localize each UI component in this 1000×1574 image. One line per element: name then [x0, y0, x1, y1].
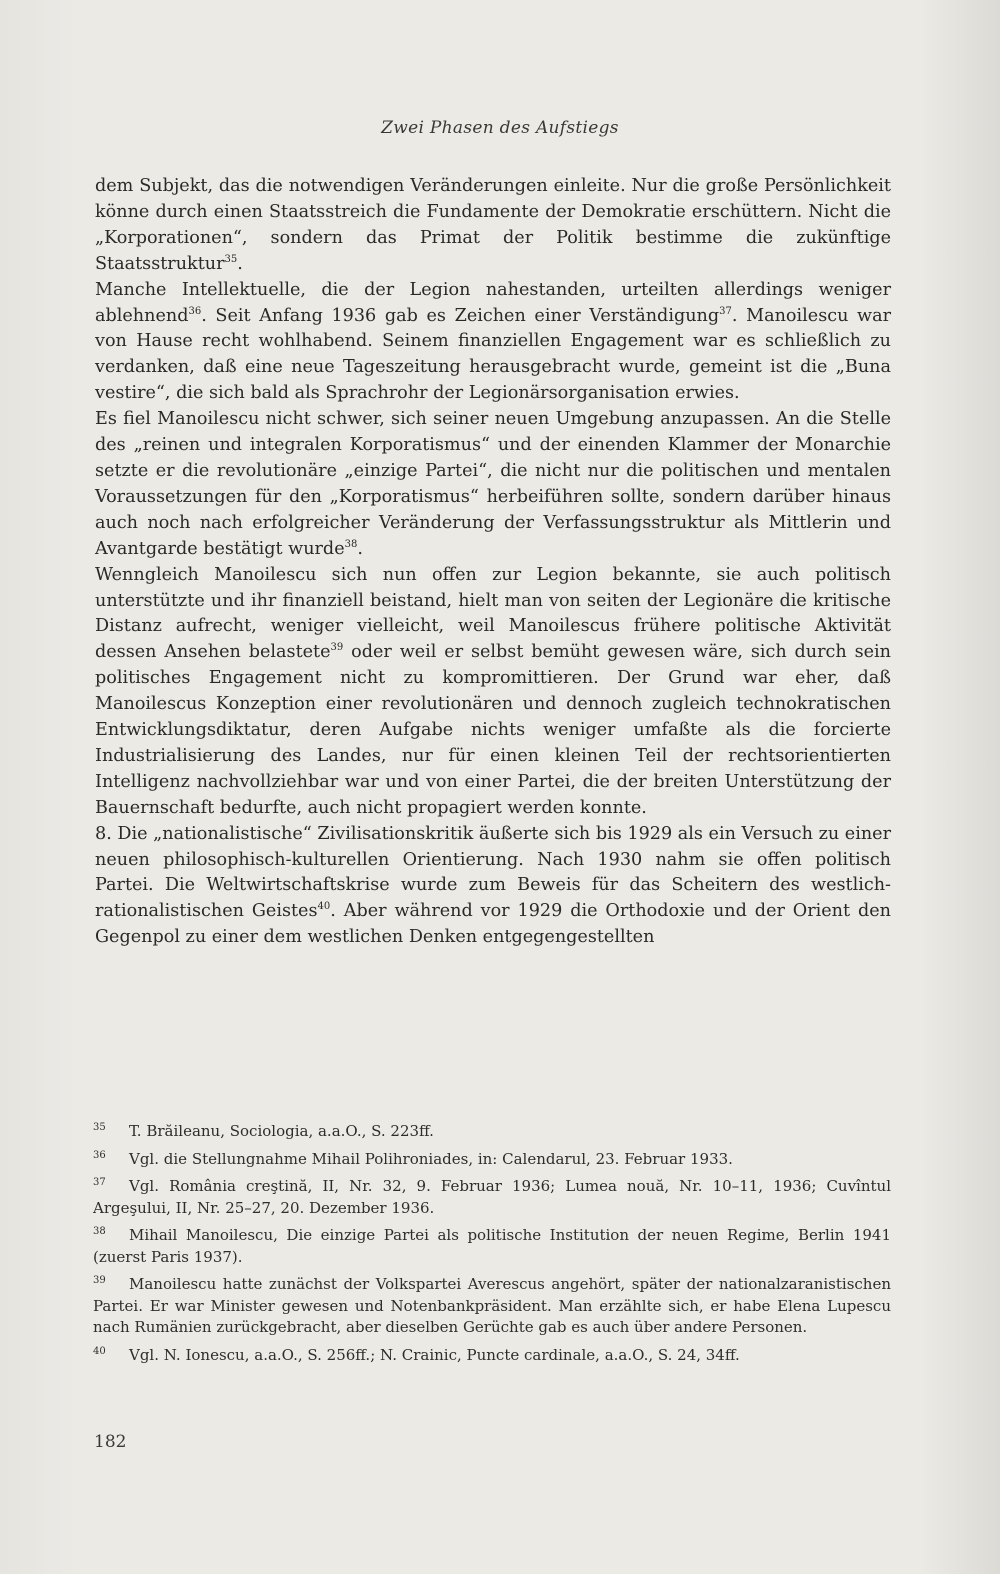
footnote-text: Vgl. România creştină, II, Nr. 32, 9. Februar 1936; Lumea nouă, Nr. 10–11, 1936; Cuvîntul Argeşului, II, Nr. 25–27, 20. Dezember 1936.	[93, 1177, 891, 1217]
footnote-reference: 38	[344, 538, 358, 550]
footnotes	[93, 1117, 891, 1368]
footnote	[93, 1221, 891, 1268]
footnote-number: 36	[93, 1149, 106, 1161]
footnote	[93, 1117, 891, 1143]
footnote-number: 39	[93, 1275, 106, 1286]
footnote	[93, 1145, 891, 1171]
paragraph-2	[95, 278, 891, 408]
page-number: 182	[94, 1432, 127, 1452]
footnote-text: Vgl. die Stellungnahme Mihail Polihroniades, in: Calendarul, 23. Februar 1933.	[129, 1149, 733, 1168]
footnote-number: 40	[93, 1345, 106, 1357]
paragraph-4	[95, 563, 891, 822]
footnote-reference: 37	[719, 305, 732, 317]
footnote-reference: 36	[188, 305, 202, 317]
paragraph-text: oder weil er selbst bemüht gewesen wäre, sich durch sein politisches Engagement nicht zu kompromittieren. Der Grund war eher, daß Manoilescus Konzeption einer revolutionären und dennoch zugleich technokratischen Entwicklungsdiktatur, deren Aufgabe nichts weniger umfaßte als die forcierte Industrialisierung des Landes, nur für einen kleinen Teil der rechtsorientierten Intelligenz nachvollziehbar war und von einer Partei, die der breiten Unterstützung der Bauernschaft bedurfte, auch nicht propagiert werden konnte.	[95, 642, 891, 818]
paragraph-1	[95, 174, 891, 278]
paragraph-5	[95, 822, 891, 952]
paragraph-text: Manche Intellektuelle, die der Legion nahestanden, urteilten allerdings weniger ablehnend	[95, 279, 891, 326]
paragraph-text: .	[237, 253, 243, 274]
footnote-text: Manoilescu hatte zunächst der Volkspartei Averescus angehört, später der nationalzaranistischen Partei. Er war Minister gewesen und Notenbankpräsident. Man erzählte sich, er habe Elena Lupescu nach Rumänien zurückgebracht, aber dieselben Gerüchte gab es auch über andere Personen.	[93, 1275, 891, 1336]
running-header: Zwei Phasen des Aufstiegs	[381, 118, 619, 138]
paragraph-text: Es fiel Manoilescu nicht schwer, sich seiner neuen Umgebung anzupassen. An die Stelle des „reinen und integralen Korporatismus“ und der einenden Klammer der Monarchie setzte er die revolutionäre „einzige Partei“, die nicht nur die politischen und mentalen Voraussetzungen für den „Korporatismus“ herbeiführen sollte, sondern darüber hinaus auch noch nach erfolgreicher Veränderung der Verfassungsstruktur als Mittlerin und Avantgarde bestätigt wurde	[95, 409, 891, 559]
paragraph-3	[95, 407, 891, 562]
paragraph-text: dem Subjekt, das die notwendigen Veränderungen einleite. Nur die große Persönlichkeit könne durch einen Staatsstreich die Fundamente der Demokratie erschüttern. Nicht die „Korporationen“, sondern das Primat der Politik bestimme die zukünftige Staatsstruktur	[95, 176, 891, 274]
footnote	[93, 1172, 891, 1219]
footnote-reference: 40	[317, 901, 331, 913]
footnote	[93, 1341, 891, 1367]
footnote-number: 38	[93, 1226, 106, 1237]
footnote-text: T. Brăileanu, Sociologia, a.a.O., S. 223ff.	[129, 1122, 434, 1140]
main-text	[95, 174, 891, 951]
paragraph-text: 8. Die „nationalistische“ Zivilisationskritik äußerte sich bis 1929 als ein Versuch zu einer neuen philosophisch-kulturellen Orientierung. Nach 1930 nahm sie offen politisch Partei. Die Weltwirtschaftskrise wurde zum Beweis für das Scheitern des westlich-rationalistischen Geistes	[95, 823, 891, 922]
paragraph-text: .	[357, 538, 363, 559]
footnote-number: 35	[93, 1122, 106, 1133]
paragraph-text: . Manoilescu war von Hause recht wohlhabend. Seinem finanziellen Engagement war es schließlich zu verdanken, daß eine neue Tageszeitung herausgebracht wurde, gemeint ist die „Buna vestire“, die sich bald als Sprachrohr der Legionärsorganisation erwies.	[95, 305, 891, 404]
paragraph-text: . Aber während vor 1929 die Orthodoxie und der Orient den Gegenpol zu einer dem westlichen Denken entgegengestellten	[95, 901, 891, 948]
footnote-reference: 39	[330, 642, 344, 654]
footnote-number: 37	[93, 1177, 106, 1188]
paragraph-text: Wenngleich Manoilescu sich nun offen zur Legion bekannte, sie auch politisch unterstützte und ihr finanziell beistand, hielt man von seiten der Legionäre die kritische Distanz aufrecht, weniger vielleicht, weil Manoilescus frühere politische Aktivität dessen Ansehen belastete	[95, 564, 891, 663]
paragraph-text: . Seit Anfang 1936 gab es Zeichen einer Verständigung	[201, 305, 720, 326]
footnote-text: Mihail Manoilescu, Die einzige Partei als politische Institution der neuen Regime, Berlin 1941 (zuerst Paris 1937).	[93, 1226, 891, 1266]
footnote-reference: 35	[224, 253, 238, 265]
footnote-text: Vgl. N. Ionescu, a.a.O., S. 256ff.; N. Crainic, Puncte cardinale, a.a.O., S. 24, 34ff.	[129, 1345, 740, 1364]
footnote	[93, 1270, 891, 1339]
